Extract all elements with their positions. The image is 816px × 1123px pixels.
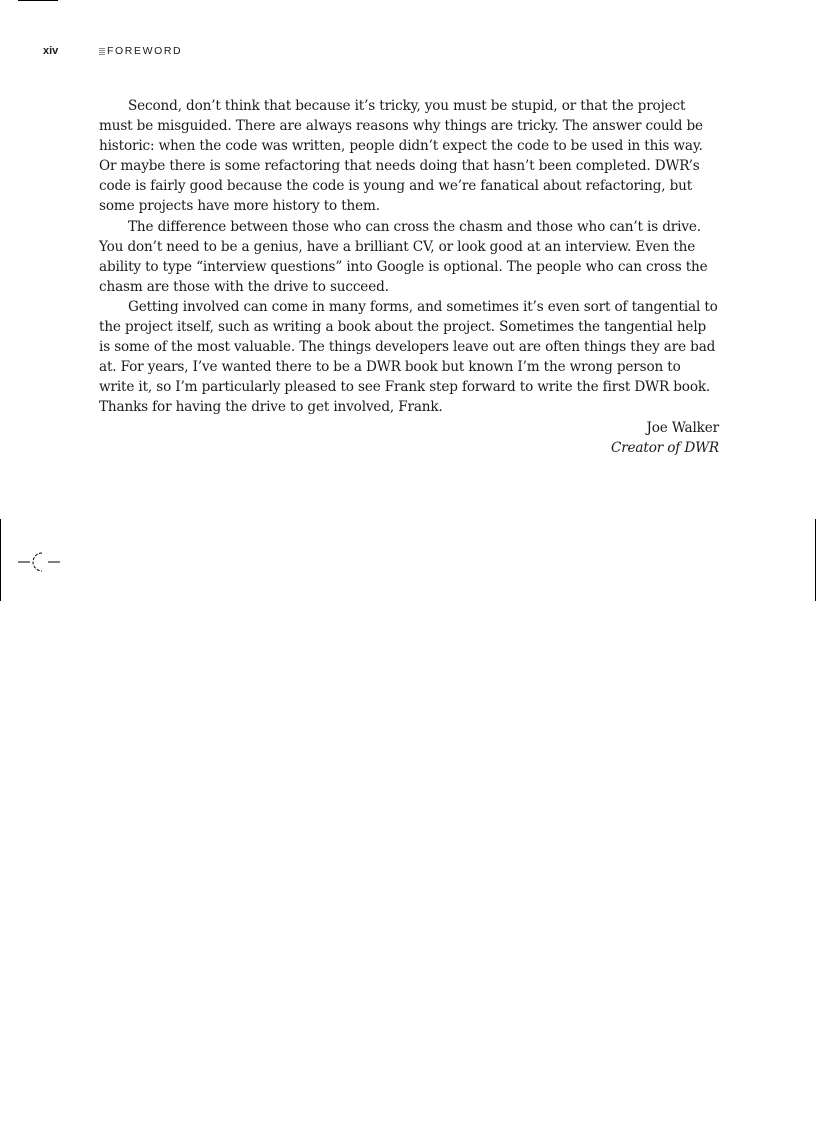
paragraph-2: The difference between those who can cross the chasm and those who can’t is drive. You don’t need to be a genius, have a brilliant CV, or look good at an interview. Even the ability to type “interview questions” into Google is optional. The people who can cross the chasm are those with the drive to succeed. [99,218,708,295]
crop-mark-top [18,0,58,1]
paragraph-3: Getting involved can come in many forms, and sometimes it’s even sort of tangential to the project itself, such as writing a book about the project. Sometimes the tangential help is some of the most valuable. The things developers leave out are often things they are bad at. For years, I’ve wanted there to be a DWR book but known I’m the wrong person to write it, so I’m particularly pleased to see Frank step forward to write the first DWR book. Thanks for having the drive to get involved, Frank. [99,298,718,416]
signature-name: Joe Walker [646,419,719,436]
running-head [43,44,182,58]
paragraph-1: Second, don’t think that because it’s tricky, you must be stupid, or that the project must be misguided. There are always reasons why things are tricky. The answer could be historic: when the code was written, people didn’t expect the code to be used in this way. Or maybe there is some refactoring that needs doing that hasn’t been completed. DWR’s code is fairly good because the code is young and we’re fanatical about refactoring, but some projects have more history to them. [99,98,703,215]
page-number: xiv [43,45,59,57]
crop-mark-left [0,519,1,601]
foreword-body [99,96,719,458]
section-marker-icon [99,47,105,55]
registration-mark-icon [18,550,60,574]
section-title: FOREWORD [107,45,183,57]
signature-title: Creator of DWR [610,439,719,456]
